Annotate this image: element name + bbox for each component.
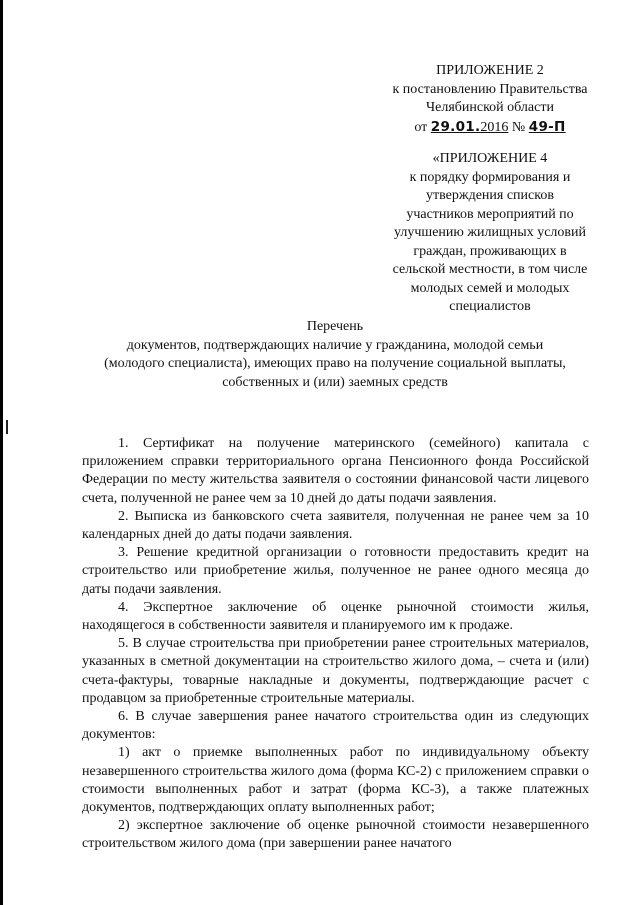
sub-header-line: участников мероприятий по — [406, 206, 574, 222]
sub-header-line: молодых семей и молодых — [410, 280, 570, 296]
paragraph: 2) экспертное заключение об оценке рыночной стоимости незавершенного строительством жилого дома (при завершении ранее начатого — [82, 818, 589, 852]
sub-header-line: «ПРИЛОЖЕНИЕ 4 — [432, 151, 548, 166]
sub-header-line: к порядку формирования и — [409, 169, 571, 185]
appendix-title: ПРИЛОЖЕНИЕ 2 — [436, 63, 544, 78]
document-body — [82, 435, 589, 854]
title-line: документов, подтверждающих наличие у гражданина, молодой семьи — [126, 337, 544, 353]
sub-header-line: улучшению жилищных условий — [394, 225, 586, 240]
scan-left-edge — [0, 0, 3, 905]
number-sign: № — [511, 119, 526, 135]
appendix-header — [360, 62, 620, 137]
region-line: Челябинской области — [426, 100, 554, 115]
paragraph: 5. В случае строительства при приобретении ранее строительных материалов, указанных в сметной документации на строительство жилого дома, – счета и (или) счета-фактуры, товарные накладные и документы, подтверждающие расчет с продавцом за приобретенные строительные материалы. — [82, 636, 589, 706]
sub-header-line: утверждения списков — [426, 188, 554, 203]
date-handwritten: 29.01. — [430, 118, 481, 135]
title-heading: Перечень — [306, 319, 364, 334]
paragraph: 4. Экспертное заключение об оценке рыночной стоимости жилья, находящегося в собственности заявителя и планируемого им к продаже. — [82, 599, 589, 634]
paragraph: 1) акт о приемке выполненных работ по индивидуальному объекту незавершенного строительства жилого дома (форма КС-2) с приложением справки о стоимости выполненных работ и затрат (форма КС-3), а также платежных документов, подтверждающих оплату выполненных работ; — [82, 745, 589, 816]
sub-appendix-header — [360, 150, 620, 317]
scan-mark — [6, 420, 8, 434]
date-number-line — [360, 118, 620, 138]
paragraph: 2. Выписка из банковского счета заявителя, полученная не ранее чем за 10 календарных дней до даты подачи заявления. — [82, 508, 589, 543]
sub-header-line: специалистов — [449, 299, 531, 314]
decree-line: к постановлению Правительства — [392, 81, 588, 97]
date-prefix: от — [414, 119, 428, 135]
decree-number: 49-П — [528, 118, 566, 135]
sub-header-line: граждан, проживающих в — [413, 243, 567, 259]
date-year: 2016 — [480, 119, 509, 135]
sub-header-line: сельской местности, в том числе — [392, 262, 588, 277]
title-line: собственных и (или) заемных средств — [222, 374, 448, 390]
paragraph: 6. В случае завершения ранее начатого строительства один из следующих документов: — [82, 709, 589, 743]
paragraph: 1. Сертификат на получение материнского (семейного) капитала с приложением справки территориального органа Пенсионного фонда Российской Федерации по месту жительства заявителя о состоянии финансовой части лицевого счета, полученной не ранее чем за 10 дней до даты подачи заявления. — [82, 436, 589, 506]
document-title — [82, 318, 588, 392]
date-field — [431, 120, 509, 135]
paragraph: 3. Решение кредитной организации о готовности предоставить кредит на строительство или приобретение жилья, полученное не ранее одного месяца до даты подачи заявления. — [82, 545, 589, 597]
title-line: (молодого специалиста), имеющих право на получение социальной выплаты, — [104, 356, 566, 371]
